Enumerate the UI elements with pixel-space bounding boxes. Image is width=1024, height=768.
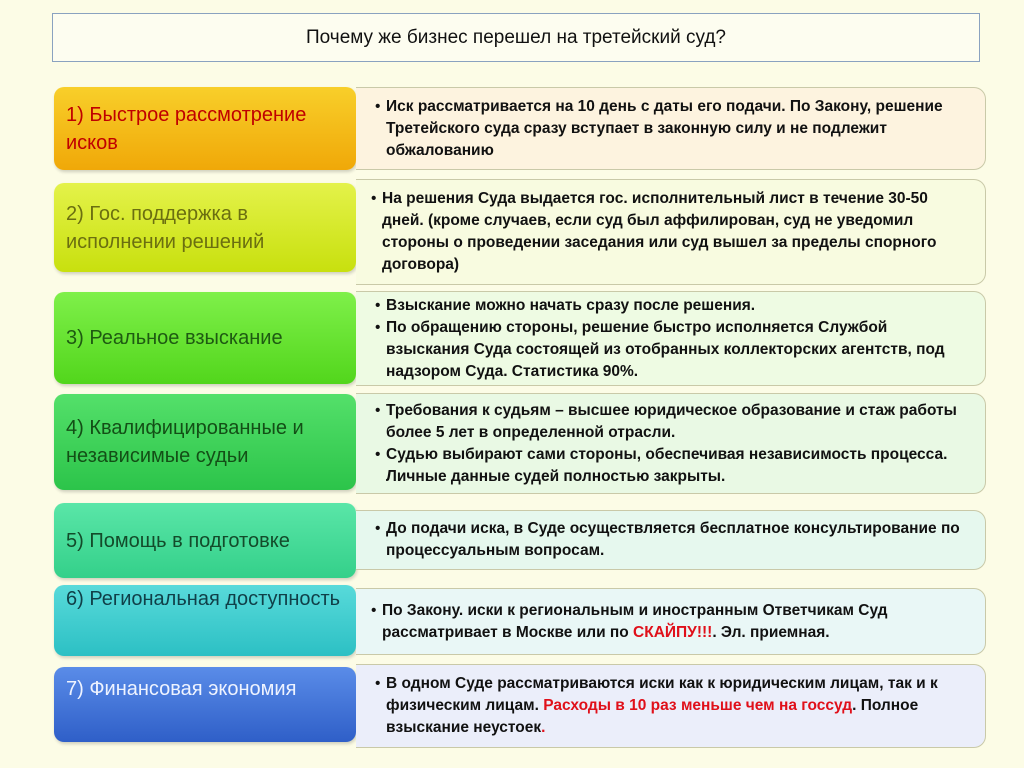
highlight-text: Расходы в 10 раз меньше чем на госсуд — [543, 697, 853, 714]
highlight-period: . — [541, 719, 546, 736]
row-description — [356, 393, 986, 494]
bullet-text: По Закону. иски к региональным и иностранным Ответчикам Суд рассматривает в Москве или по — [382, 601, 888, 641]
bullet-text-end: . Эл. приемная. — [712, 623, 830, 641]
row-label: 6) Региональная доступность — [54, 585, 356, 656]
bullet-item: • Взыскание можно начать сразу после решения. — [386, 295, 971, 317]
row-description — [356, 510, 986, 570]
row-description — [356, 664, 986, 748]
bullet-text: В одном Суде рассматриваются иски как к юридическим лицам, так и к физическим лицам. — [386, 675, 938, 714]
row-description — [356, 291, 986, 386]
bullet-item: • До подачи иска, в Суде осуществляется бесплатное консультирование по процессуальным вопросам. — [386, 518, 971, 562]
row-label: 5) Помощь в подготовке — [54, 503, 356, 578]
bullet-text-end: . Полное взыскание неустоек — [386, 697, 919, 736]
bullet-item — [382, 600, 971, 644]
row-description — [356, 87, 986, 170]
bullet-item: • Судью выбирают сами стороны, обеспечивая независимость процесса. Личные данные судей полностью закрыты. — [386, 444, 971, 488]
bullet-item — [386, 673, 971, 739]
row-label: 3) Реальное взыскание — [54, 292, 356, 384]
slide-title — [52, 13, 980, 62]
bullet-item: • Требования к судьям – высшее юридическое образование и стаж работы более 5 лет в определенной отрасли. — [386, 400, 971, 444]
row-label: 4) Квалифицированные и независимые судьи — [54, 394, 356, 490]
row-description — [356, 588, 986, 655]
slide-title-text: Почему же бизнес перешел на третейский суд? — [305, 26, 726, 48]
row-label: 1) Быстрое рассмотрение исков — [54, 87, 356, 170]
highlight-text: СКАЙПУ!!! — [633, 623, 713, 641]
bullet-item: • По обращению стороны, решение быстро исполняется Службой взыскания Суда состоящей из отобранных коллекторских агентств, под надзором Суда. Статистика 90%. — [386, 317, 971, 383]
bullet-item: • На решения Суда выдается гос. исполнительный лист в течение 30-50 дней. (кроме случаев, если суд был аффилирован, суд не уведомил стороны о проведении заседания или суд вышел за пределы спорного договора) — [382, 188, 971, 276]
row-label: 7) Финансовая экономия — [54, 667, 356, 742]
bullet-item: • Иск рассматривается на 10 день с даты его подачи. По Закону, решение Третейского суда сразу вступает в законную силу и не подлежит обжалованию — [386, 96, 971, 162]
row-label: 2) Гос. поддержка в исполнении решений — [54, 183, 356, 272]
row-description — [356, 179, 986, 285]
